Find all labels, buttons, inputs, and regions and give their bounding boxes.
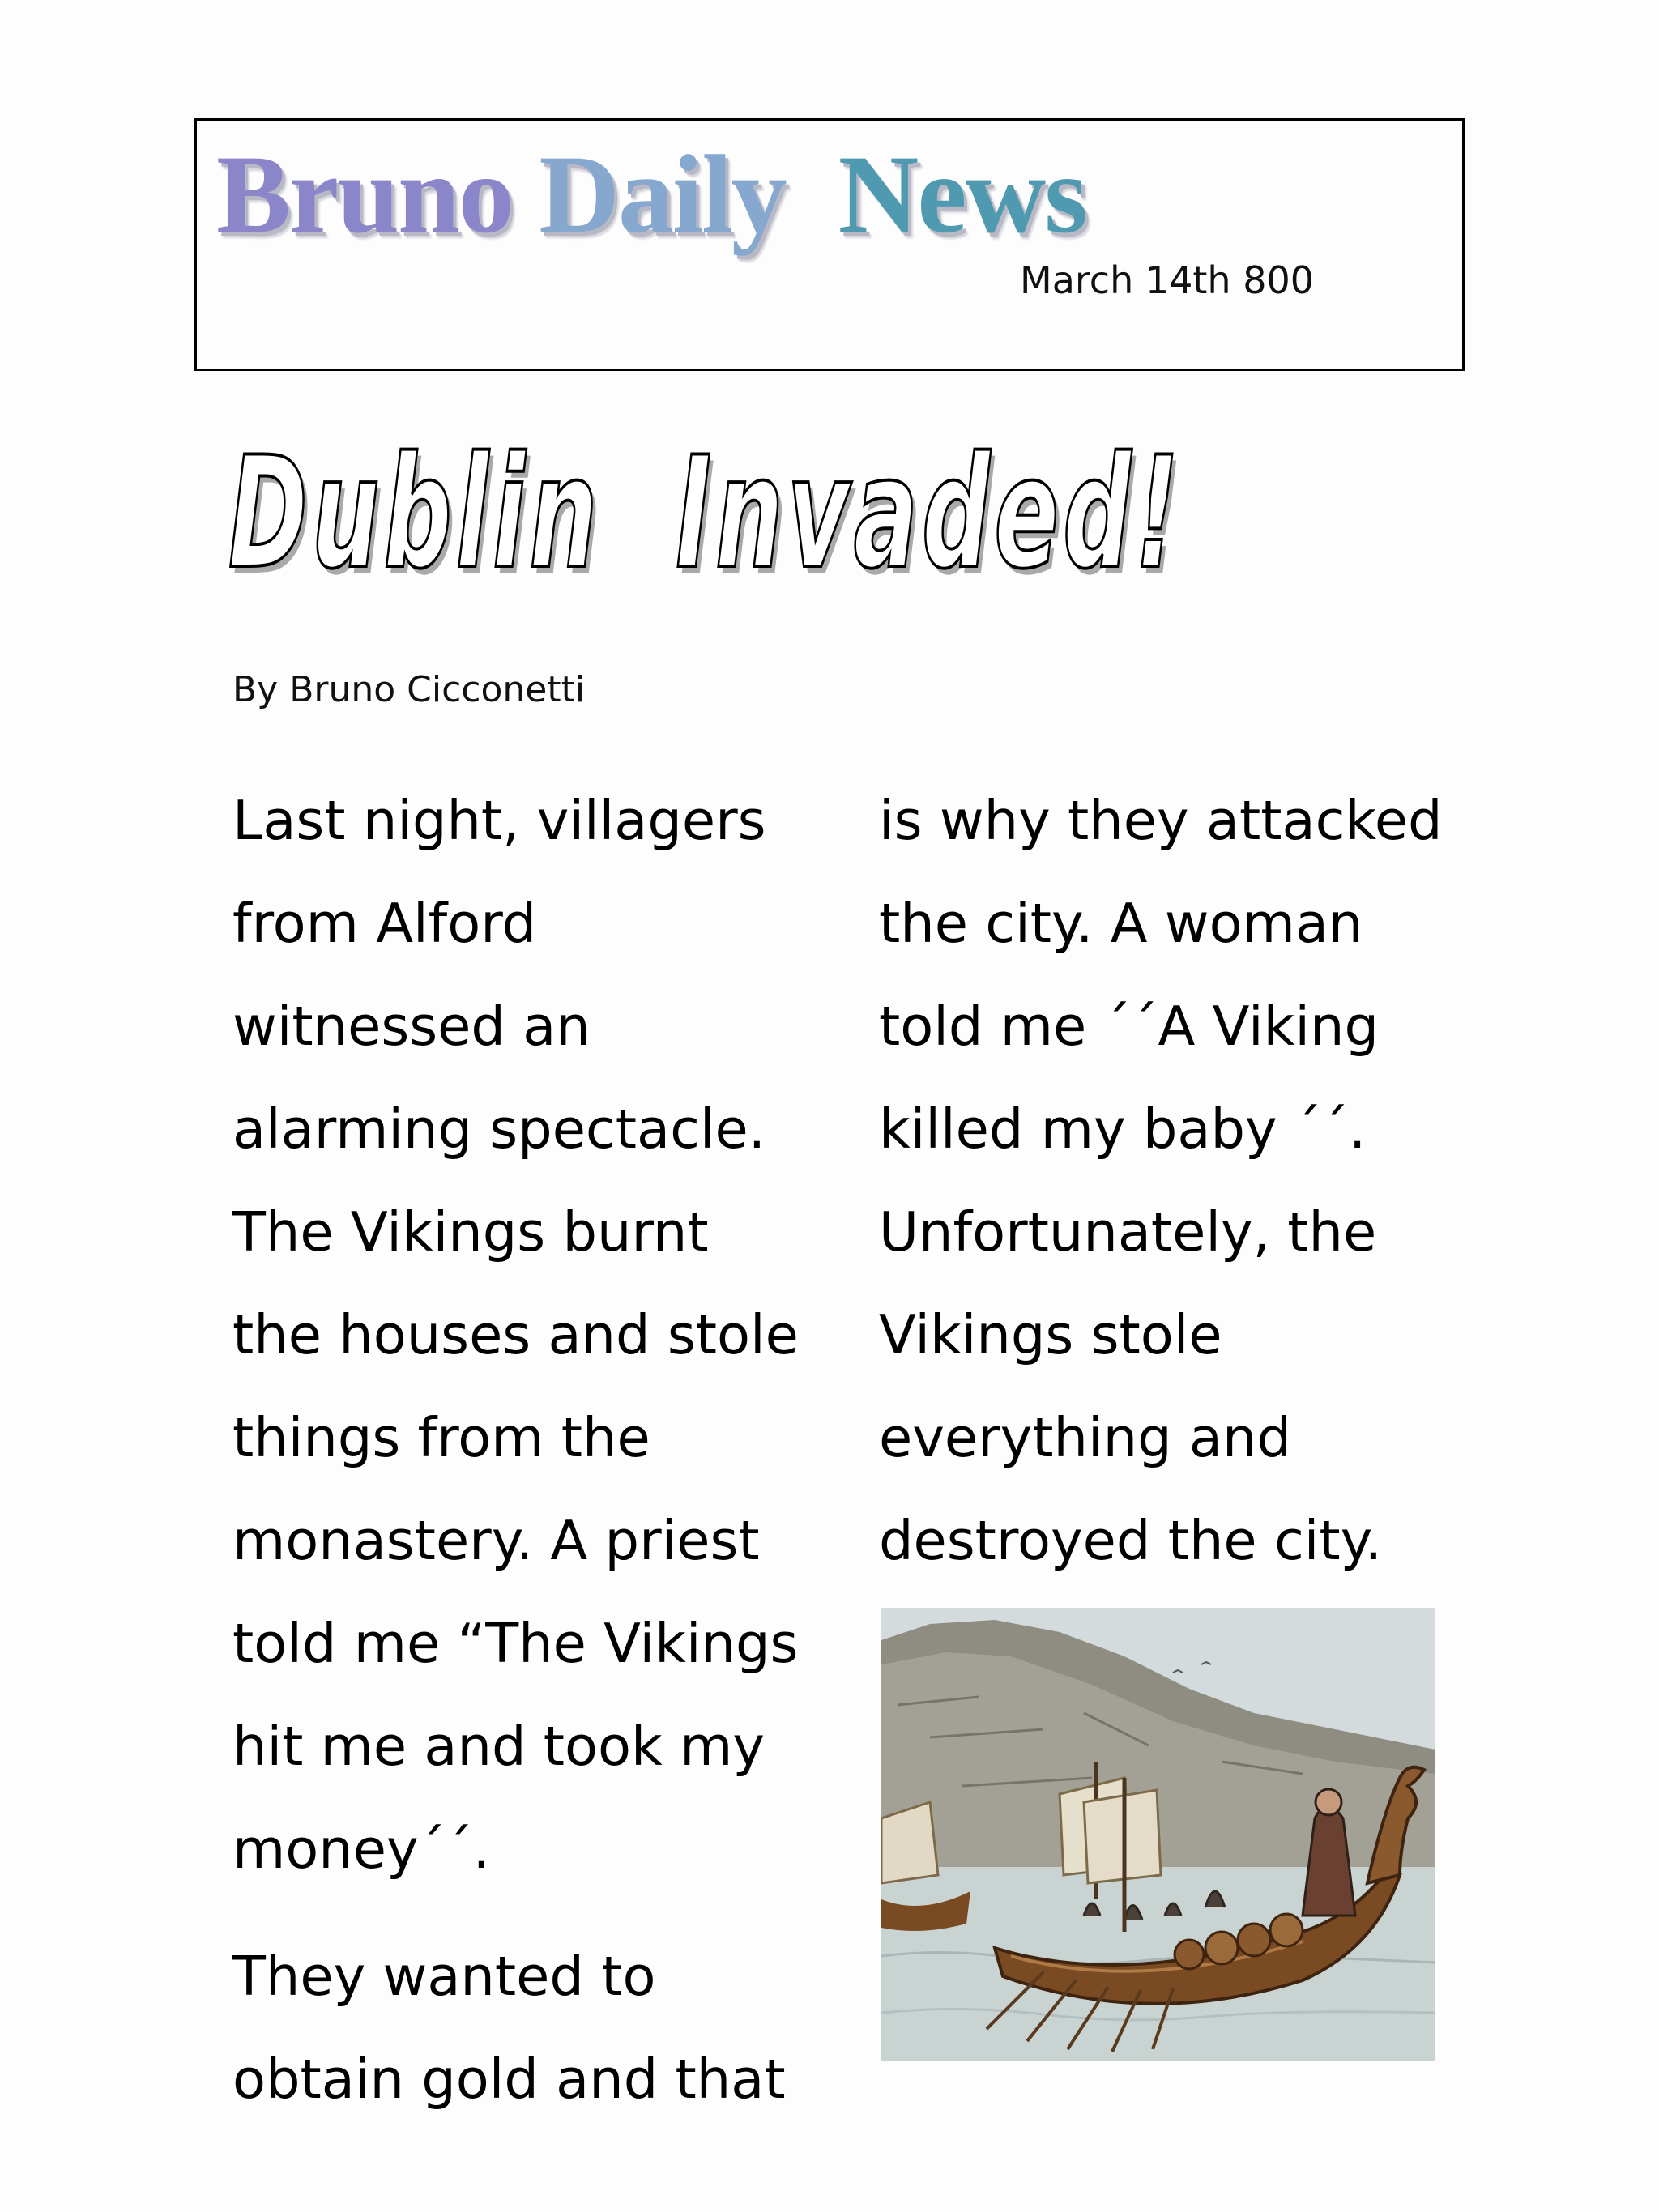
article-line: told me ´´A Viking <box>879 995 1380 1058</box>
article-line: Unfortunately, the <box>879 1200 1377 1264</box>
shield <box>1205 1932 1238 1964</box>
headline: Dublin Invaded! <box>228 424 1183 603</box>
article-line: the city. A woman <box>879 892 1363 955</box>
article-line: hit me and took my <box>232 1715 766 1778</box>
article-line: money´´. <box>232 1818 490 1881</box>
article-line: destroyed the city. <box>879 1509 1383 1572</box>
viking-longship-illustration <box>881 1608 1435 2061</box>
article-line: Vikings stole <box>879 1303 1222 1366</box>
newspaper-name-word: Daily <box>539 132 786 256</box>
article-line: told me “The Vikings <box>232 1612 799 1675</box>
shield <box>1175 1940 1204 1969</box>
article-line: things from the <box>232 1406 650 1469</box>
sail <box>881 1802 938 1883</box>
article-column-right <box>879 769 1495 1592</box>
longship-picture <box>881 1608 1435 2061</box>
article-line: obtain gold and that <box>232 2048 786 2111</box>
article-line: killed my baby ´´. <box>879 1097 1367 1161</box>
newspaper-name <box>216 130 1086 259</box>
warrior-head <box>1316 1789 1341 1815</box>
article-paragraph <box>232 769 848 1901</box>
article-line: They wanted to <box>232 1945 656 2008</box>
masthead <box>194 118 1465 371</box>
newspaper-name-word: Bruno <box>216 132 513 256</box>
byline: By Bruno Cicconetti <box>232 669 586 710</box>
article-line: from Alford <box>232 892 537 955</box>
article-column-left <box>232 769 848 2131</box>
article-paragraph <box>879 769 1495 1592</box>
newspaper-name-word: News <box>838 132 1086 256</box>
article-line: everything and <box>879 1406 1291 1469</box>
article-line: is why they attacked <box>879 789 1443 852</box>
shield <box>1238 1924 1270 1956</box>
article-line: the houses and stole <box>232 1303 799 1366</box>
article-line: witnessed an <box>232 995 591 1058</box>
article-paragraph <box>232 1925 848 2131</box>
article-line: monastery. A priest <box>232 1509 760 1572</box>
article-line: alarming spectacle. <box>232 1097 766 1161</box>
issue-date: March 14th 800 <box>1020 258 1314 302</box>
article-line: The Vikings burnt <box>232 1200 709 1264</box>
article-line: Last night, villagers <box>232 789 766 852</box>
shield <box>1270 1914 1303 1946</box>
